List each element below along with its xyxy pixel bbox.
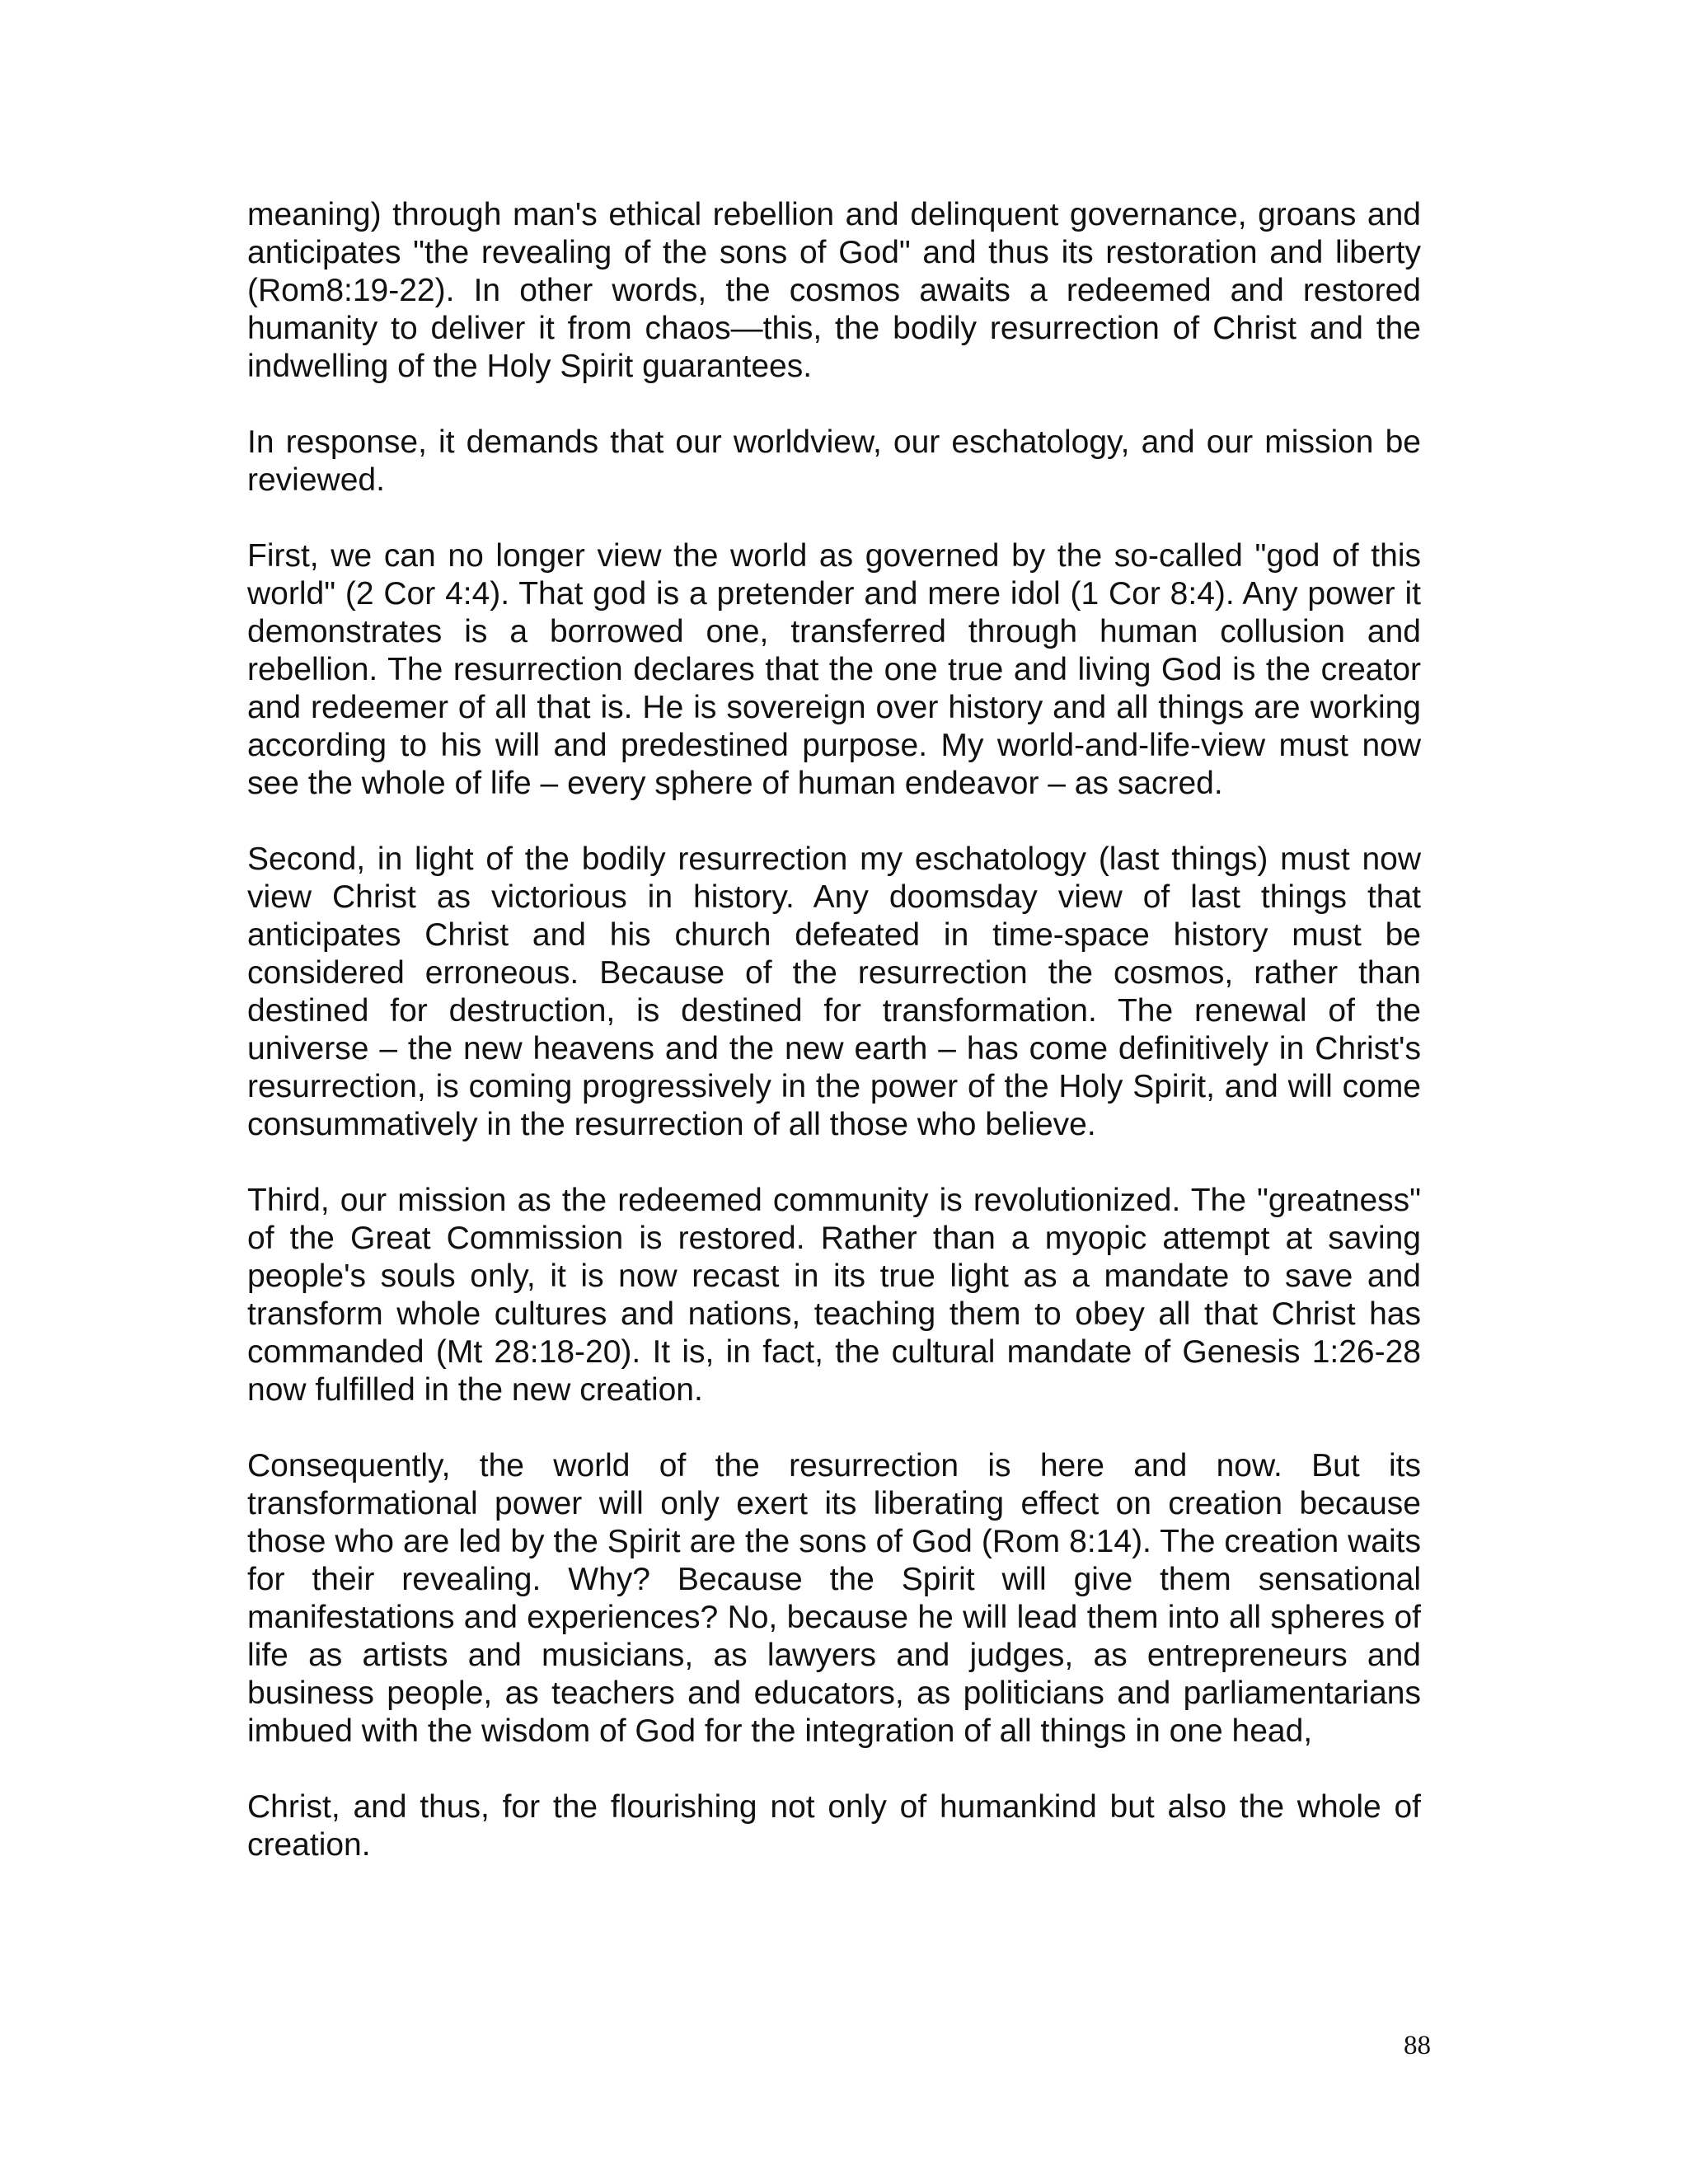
paragraph-6: Consequently, the world of the resurrection is here and now. But its transformational power will only exert its liberating effect on creation because those who are led by the Spirit are the sons of God (Rom 8:14). The creation waits for their revealing. Why? Because the Spirit will give them sensational manifestations and experiences? No, because he will lead them into all spheres of life as artists and musicians, as lawyers and judges, as entrepreneurs and business people, as teachers and educators, as politicians and parliamentarians imbued with the wisdom of God for the integration of all things in one head, xyxy=(247,1448,1421,1749)
body-text xyxy=(247,196,1421,1902)
paragraph-7: Christ, and thus, for the flourishing not only of humankind but also the whole of creation. xyxy=(247,1789,1421,1863)
paragraph-2: In response, it demands that our worldview, our eschatology, and our mission be reviewed. xyxy=(247,424,1421,498)
page-number: 88 xyxy=(1404,2031,1431,2060)
paragraph-5: Third, our mission as the redeemed community is revolutionized. The "greatness" of the Great Commission is restored. Rather than a myopic attempt at saving people's souls only, it is now recast in its true light as a mandate to save and transform whole cultures and nations, teaching them to obey all that Christ has commanded (Mt 28:18-20). It is, in fact, the cultural mandate of Genesis 1:26-28 now fulfilled in the new creation. xyxy=(247,1183,1421,1408)
paragraph-4: Second, in light of the bodily resurrection my eschatology (last things) must now view Christ as victorious in history. Any doomsday view of last things that anticipates Christ and his church defeated in time-space history must be considered erroneous. Because of the resurrection the cosmos, rather than destined for destruction, is destined for transformation. The renewal of the universe – the new heavens and the new earth – has come definitively in Christ's resurrection, is coming progressively in the power of the Holy Spirit, and will come consummatively in the resurrection of all those who believe. xyxy=(247,841,1421,1142)
paragraph-3: First, we can no longer view the world as governed by the so-called "god of this world" (2 Cor 4:4). That god is a pretender and mere idol (1 Cor 8:4). Any power it demonstrates is a borrowed one, transferred through human collusion and rebellion. The resurrection declares that the one true and living God is the creator and redeemer of all that is. He is sovereign over history and all things are working according to his will and predestined purpose. My world-and-life-view must now see the whole of life – every sphere of human endeavor – as sacred. xyxy=(247,538,1421,801)
paragraph-1: meaning) through man's ethical rebellion and delinquent governance, groans and anticipates "the revealing of the sons of God" and thus its restoration and liberty (Rom8:19-22). In other words, the cosmos awaits a redeemed and restored humanity to deliver it from chaos—this, the bodily resurrection of Christ and the indwelling of the Holy Spirit guarantees. xyxy=(247,197,1421,384)
